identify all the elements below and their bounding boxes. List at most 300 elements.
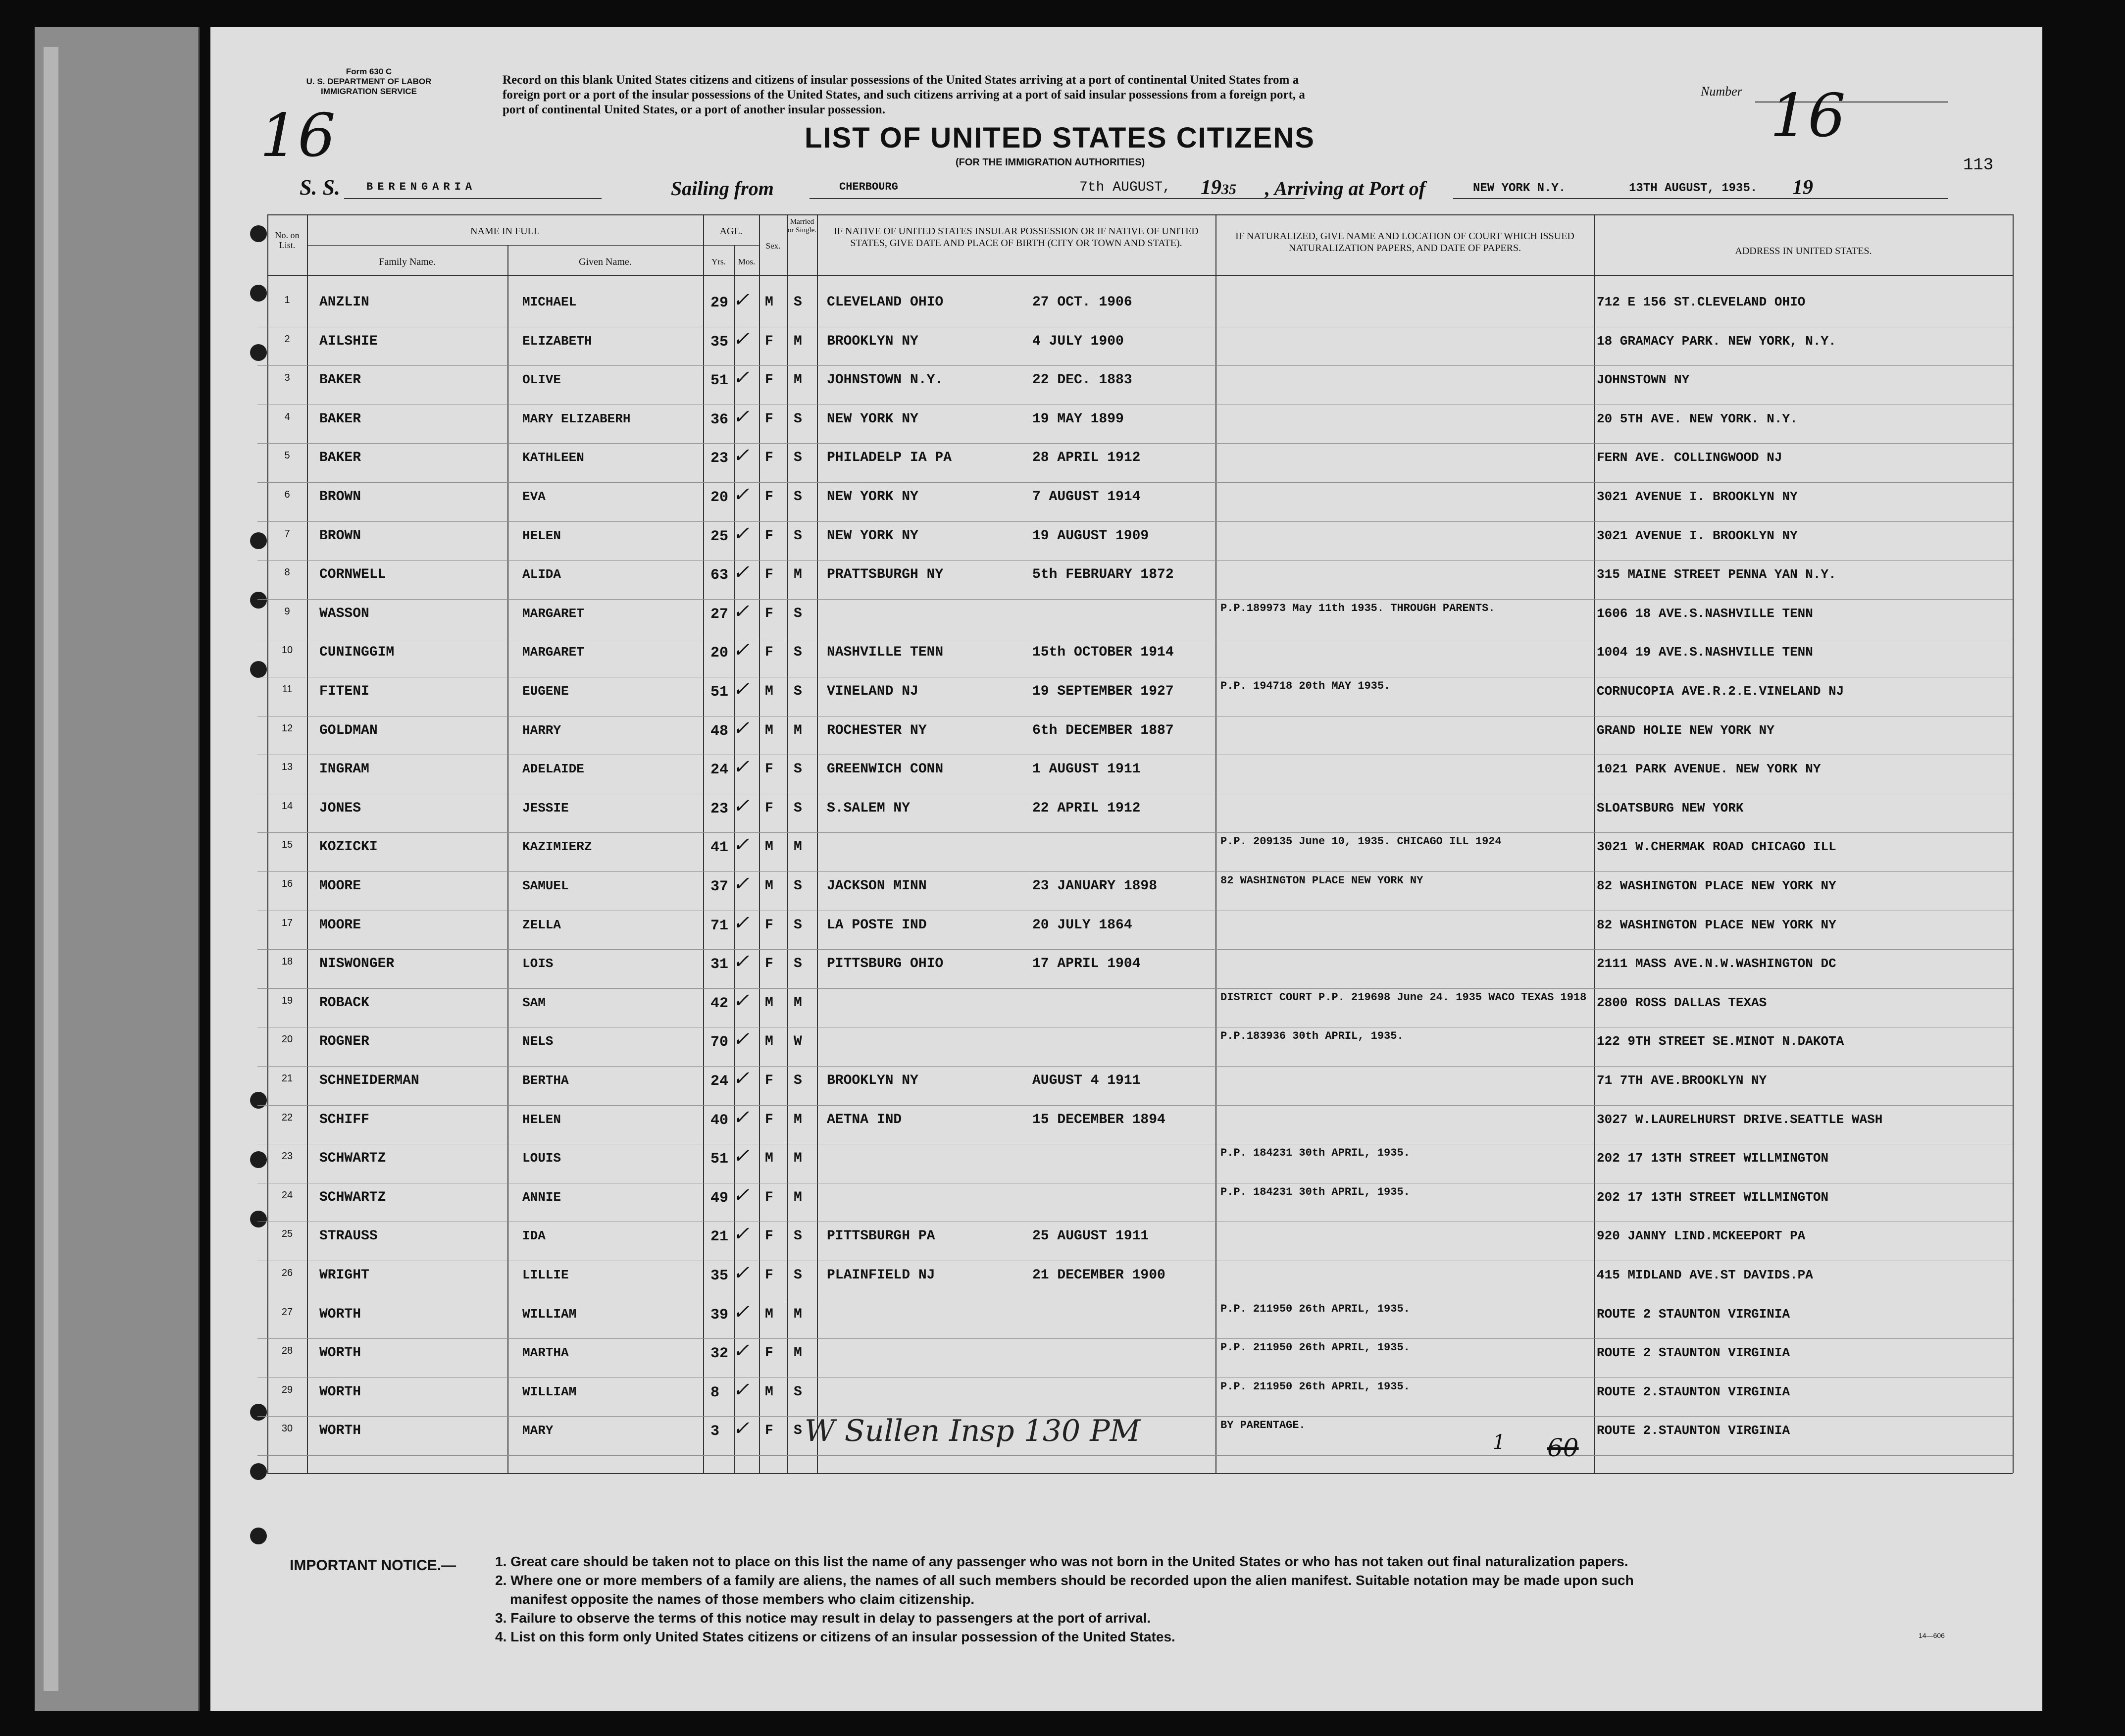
- row-rule: [257, 871, 2013, 872]
- given-name: MARY ELIZABERH: [522, 411, 631, 426]
- family-name: ROGNER: [319, 1034, 369, 1050]
- family-name: MOORE: [319, 878, 361, 894]
- sex: M: [765, 722, 773, 738]
- row-rule: [257, 988, 2013, 989]
- birth-place: PITTSBURG OHIO: [827, 956, 944, 972]
- naturalization: DISTRICT COURT P.P. 219698 June 24. 1935 WACO TEXAS 1918: [1220, 991, 1587, 1004]
- family-name: WASSON: [319, 606, 369, 621]
- row-number: 26: [281, 1268, 293, 1278]
- age-subheader-line: [703, 245, 759, 246]
- check-mark: ✓: [733, 483, 750, 506]
- sex: F: [765, 1228, 773, 1244]
- check-mark: ✓: [733, 639, 750, 662]
- check-mark: ✓: [733, 444, 750, 467]
- address: 920 JANNY LIND.MCKEEPORT PA: [1597, 1228, 1806, 1244]
- address: 122 9TH STREET SE.MINOT N.DAKOTA: [1597, 1034, 1844, 1049]
- naturalization: P.P. 194718 20th MAY 1935.: [1220, 680, 1391, 692]
- birth-place: NASHVILLE TENN: [827, 645, 944, 661]
- row-number: 12: [281, 722, 293, 734]
- row-number: 30: [281, 1423, 293, 1434]
- check-mark: ✓: [733, 1067, 750, 1090]
- marital-status: S: [794, 1268, 802, 1283]
- row-number: 27: [281, 1306, 293, 1318]
- address: 712 E 156 ST.CLEVELAND OHIO: [1597, 295, 1806, 309]
- check-mark: ✓: [733, 833, 750, 857]
- naturalization: P.P. 211950 26th APRIL, 1935.: [1220, 1380, 1410, 1393]
- birth-place: PLAINFIELD NJ: [827, 1268, 935, 1283]
- check-mark: ✓: [733, 327, 750, 351]
- header-no: No. on List.: [275, 230, 300, 250]
- row-number: 19: [281, 995, 293, 1006]
- given-name: HARRY: [522, 722, 561, 738]
- corner-number: 113: [1963, 156, 1994, 175]
- given-name: WILLIAM: [522, 1384, 577, 1399]
- age-years: 51: [710, 684, 729, 701]
- col-border: [787, 214, 788, 1473]
- birth-place: BROOKLYN NY: [827, 333, 918, 349]
- row-number: 15: [281, 839, 293, 851]
- marital-status: S: [794, 684, 802, 699]
- given-name: EVA: [522, 489, 546, 504]
- sex: F: [765, 1345, 773, 1361]
- marital-status: S: [794, 450, 802, 466]
- given-name: LOUIS: [522, 1151, 561, 1166]
- family-name: BAKER: [319, 372, 361, 388]
- birth-date: 19 MAY 1899: [1032, 411, 1124, 427]
- header-name-in-full: NAME IN FULL: [470, 226, 540, 237]
- sex: F: [765, 800, 773, 816]
- binder-strip: [35, 27, 200, 1711]
- given-name: BERTHA: [522, 1073, 569, 1088]
- address: 3027 W.LAURELHURST DRIVE.SEATTLE WASH: [1597, 1112, 1883, 1127]
- check-mark: ✓: [733, 1378, 750, 1401]
- marital-status: W: [794, 1034, 802, 1050]
- check-mark: ✓: [733, 1417, 750, 1440]
- sex: F: [765, 606, 773, 621]
- header-bottom-line: [267, 275, 2013, 276]
- given-name: ADELAIDE: [522, 762, 584, 777]
- check-mark: ✓: [733, 289, 750, 311]
- marital-status: M: [794, 333, 802, 349]
- page-title: LIST OF UNITED STATES CITIZENS: [805, 122, 1315, 154]
- given-name: SAM: [522, 995, 546, 1010]
- family-name: MOORE: [319, 917, 361, 933]
- marital-status: S: [794, 528, 802, 544]
- address: ROUTE 2.STAUNTON VIRGINIA: [1597, 1423, 1790, 1438]
- given-name: JESSIE: [522, 800, 569, 816]
- address: 202 17 13TH STREET WILLMINGTON: [1597, 1151, 1829, 1166]
- row-number: 23: [281, 1151, 293, 1162]
- given-name: ELIZABETH: [522, 333, 592, 349]
- marital-status: M: [794, 1345, 802, 1361]
- ship-underline: [344, 198, 602, 199]
- age-years: 24: [710, 1073, 729, 1090]
- family-name: NISWONGER: [319, 956, 395, 972]
- family-name: WORTH: [319, 1423, 361, 1439]
- address: ROUTE 2.STAUNTON VIRGINIA: [1597, 1384, 1790, 1399]
- birth-place: LA POSTE IND: [827, 917, 927, 933]
- birth-date: 20 JULY 1864: [1032, 917, 1132, 933]
- marital-status: S: [794, 1384, 802, 1400]
- age-years: 27: [710, 606, 729, 623]
- tally-mark: 1: [1493, 1431, 1506, 1454]
- family-name: ANZLIN: [319, 295, 369, 310]
- age-years: 71: [710, 917, 729, 934]
- check-mark: ✓: [733, 366, 750, 390]
- birth-date: 6th DECEMBER 1887: [1032, 722, 1174, 738]
- birth-date: 4 JULY 1900: [1032, 333, 1124, 349]
- row-rule: [257, 365, 2013, 366]
- col-border: [1594, 214, 1595, 1473]
- naturalization: BY PARENTAGE.: [1220, 1419, 1306, 1432]
- binder-edge: [44, 47, 58, 1691]
- header-married: Married or Single.: [787, 218, 817, 234]
- address: 415 MIDLAND AVE.ST DAVIDS.PA: [1597, 1268, 1813, 1282]
- birth-place: JOHNSTOWN N.Y.: [827, 372, 944, 388]
- address: 1004 19 AVE.S.NASHVILLE TENN: [1597, 645, 1813, 660]
- sex: M: [765, 995, 773, 1011]
- age-years: 51: [710, 1151, 729, 1168]
- row-number: 3: [284, 372, 290, 384]
- check-mark: ✓: [733, 1262, 750, 1284]
- check-mark: ✓: [733, 522, 750, 545]
- row-number: 13: [281, 762, 293, 773]
- given-name: ALIDA: [522, 567, 561, 582]
- row-number: 4: [284, 411, 290, 422]
- check-mark: ✓: [733, 872, 750, 895]
- form-number: Form 630 C: [346, 67, 392, 76]
- birth-date: 19 AUGUST 1909: [1032, 528, 1149, 544]
- row-number: 24: [281, 1189, 293, 1201]
- given-name: MICHAEL: [522, 295, 577, 309]
- birth-place: NEW YORK NY: [827, 489, 918, 505]
- given-name: MARGARET: [522, 606, 584, 621]
- page-subtitle: (FOR THE IMMIGRATION AUTHORITIES): [956, 157, 1145, 168]
- arrival-port: NEW YORK N.Y.: [1473, 182, 1566, 195]
- age-years: 23: [710, 800, 729, 817]
- birth-place: JACKSON MINN: [827, 878, 927, 894]
- age-years: 48: [710, 722, 729, 740]
- sex: F: [765, 1073, 773, 1088]
- sex: F: [765, 567, 773, 583]
- family-name: WORTH: [319, 1345, 361, 1361]
- naturalization: P.P. 211950 26th APRIL, 1935.: [1220, 1341, 1410, 1354]
- col-border: [267, 214, 268, 1473]
- age-years: 32: [710, 1345, 729, 1363]
- naturalization: P.P.189973 May 11th 1935. THROUGH PARENTS.: [1220, 602, 1495, 614]
- age-years: 49: [710, 1189, 729, 1207]
- number-label: Number: [1701, 84, 1742, 99]
- sex: F: [765, 956, 773, 972]
- sex: F: [765, 1112, 773, 1127]
- age-years: 39: [710, 1306, 729, 1324]
- sex: F: [765, 450, 773, 466]
- family-name: BAKER: [319, 450, 361, 466]
- sailing-port: CHERBOURG: [839, 181, 898, 193]
- marital-status: M: [794, 722, 802, 738]
- family-name: SCHNEIDERMAN: [319, 1073, 419, 1088]
- birth-place: NEW YORK NY: [827, 528, 918, 544]
- notice-label: IMPORTANT NOTICE.—: [290, 1557, 456, 1574]
- row-number: 2: [284, 333, 290, 345]
- naturalization: P.P. 184231 30th APRIL, 1935.: [1220, 1185, 1410, 1198]
- birth-date: 23 JANUARY 1898: [1032, 878, 1158, 894]
- family-name: KOZICKI: [319, 839, 378, 855]
- birth-place: NEW YORK NY: [827, 411, 918, 427]
- marital-status: M: [794, 372, 802, 388]
- birth-date: 15 DECEMBER 1894: [1032, 1112, 1165, 1127]
- header-yrs: Yrs.: [711, 257, 726, 266]
- header-birth: IF NATIVE OF UNITED STATES INSULAR POSSESSION OR IF NATIVE OF UNITED STATES, GIVE DATE AND PLACE OF BIRTH (CITY OR TOWN AND STATE).: [834, 226, 1199, 249]
- given-name: LOIS: [522, 956, 554, 971]
- family-name: WRIGHT: [319, 1268, 369, 1283]
- row-number: 20: [281, 1034, 293, 1045]
- sex: F: [765, 1268, 773, 1283]
- number-value: 16: [1770, 82, 1846, 151]
- birth-place: GREENWICH CONN: [827, 762, 944, 777]
- row-rule: [257, 521, 2013, 522]
- family-name: WORTH: [319, 1384, 361, 1400]
- address: 3021 W.CHERMAK ROAD CHICAGO ILL: [1597, 839, 1836, 855]
- naturalization: P.P. 184231 30th APRIL, 1935.: [1220, 1147, 1410, 1160]
- intro-line-1: Record on this blank United States citizens and citizens of insular possessions of the United States arriving at a port of continental United States from a: [503, 73, 1299, 87]
- marital-status: S: [794, 1073, 802, 1088]
- age-years: 23: [710, 450, 729, 467]
- family-name: SCHIFF: [319, 1112, 369, 1127]
- check-mark: ✓: [733, 600, 750, 623]
- family-name: BAKER: [319, 411, 361, 427]
- sex: M: [765, 295, 773, 310]
- header-naturalized: IF NATURALIZED, GIVE NAME AND LOCATION OF COURT WHICH ISSUED NATURALIZATION PAPERS, AND DATE OF PAPERS.: [1235, 231, 1574, 254]
- birth-place: S.SALEM NY: [827, 800, 911, 816]
- given-name: ANNIE: [522, 1189, 561, 1205]
- col-border: [703, 214, 704, 1473]
- form-id-block: [270, 67, 468, 97]
- address: 315 MAINE STREET PENNA YAN N.Y.: [1597, 567, 1836, 582]
- notice-item-2b: manifest opposite the names of those members who claim citizenship.: [510, 1591, 975, 1607]
- address: JOHNSTOWN NY: [1597, 372, 1690, 388]
- family-name: JONES: [319, 800, 361, 816]
- marital-status: S: [794, 762, 802, 777]
- given-name: IDA: [522, 1228, 546, 1244]
- given-name: KATHLEEN: [522, 450, 584, 465]
- address: 2800 ROSS DALLAS TEXAS: [1597, 995, 1767, 1010]
- header-family-name: Family Name.: [379, 256, 436, 267]
- row-rule: [257, 482, 2013, 483]
- given-name: SAMUEL: [522, 878, 569, 893]
- address: 1606 18 AVE.S.NASHVILLE TENN: [1597, 606, 1813, 621]
- marital-status: M: [794, 1151, 802, 1167]
- punch-hole: [250, 661, 267, 678]
- check-mark: ✓: [733, 950, 750, 973]
- punch-hole: [250, 1528, 267, 1544]
- family-name: INGRAM: [319, 762, 369, 777]
- notice-item-1: 1. Great care should be taken not to place on this list the name of any passenger who was not born in the United States or who has not taken out final naturalization papers.: [495, 1554, 1628, 1569]
- marital-status: M: [794, 1306, 802, 1322]
- birth-date: 5th FEBRUARY 1872: [1032, 567, 1174, 583]
- age-years: 70: [710, 1034, 729, 1051]
- row-rule: [257, 832, 2013, 833]
- marital-status: S: [794, 878, 802, 894]
- punch-hole: [250, 344, 267, 361]
- birth-place: AETNA IND: [827, 1112, 902, 1127]
- row-number: 18: [281, 956, 293, 968]
- check-mark: ✓: [733, 1145, 750, 1168]
- address: ROUTE 2 STAUNTON VIRGINIA: [1597, 1345, 1790, 1361]
- ss-label: S. S.: [300, 175, 340, 200]
- sex: M: [765, 1034, 773, 1050]
- row-rule: [257, 1105, 2013, 1106]
- header-sex: Sex.: [765, 241, 781, 251]
- given-name: HELEN: [522, 1112, 561, 1127]
- sex: F: [765, 762, 773, 777]
- check-mark: ✓: [733, 1106, 750, 1129]
- row-number: 9: [284, 606, 290, 617]
- age-years: 42: [710, 995, 729, 1012]
- row-number: 28: [281, 1345, 293, 1357]
- address: 71 7TH AVE.BROOKLYN NY: [1597, 1073, 1767, 1088]
- col-border: [1215, 214, 1216, 1473]
- sex: F: [765, 917, 773, 933]
- sailing-date: 7th AUGUST,: [1079, 180, 1171, 195]
- check-mark: ✓: [733, 989, 750, 1012]
- birth-date: 1 AUGUST 1911: [1032, 762, 1141, 777]
- row-rule: [257, 599, 2013, 600]
- address: CORNUCOPIA AVE.R.2.E.VINELAND NJ: [1597, 684, 1844, 699]
- family-name: GOLDMAN: [319, 722, 378, 738]
- check-mark: ✓: [733, 756, 750, 779]
- family-name: WORTH: [319, 1306, 361, 1322]
- manifest-page: [210, 27, 2042, 1711]
- sex: M: [765, 1384, 773, 1400]
- age-years: 8: [710, 1384, 720, 1401]
- family-name: AILSHIE: [319, 333, 378, 349]
- inspector-signature: W Sullen Insp 130 PM: [805, 1414, 1141, 1448]
- check-mark: ✓: [733, 561, 750, 584]
- given-name: NELS: [522, 1034, 554, 1049]
- row-number: 6: [284, 489, 290, 500]
- check-mark: ✓: [733, 911, 750, 934]
- address: GRAND HOLIE NEW YORK NY: [1597, 722, 1774, 738]
- intro-line-2: foreign port or a port of the insular possessions of the United States, and such citizens arriving at a port of said insular possessions from a foreign port, a: [503, 88, 1305, 102]
- address: 3021 AVENUE I. BROOKLYN NY: [1597, 489, 1798, 504]
- given-name: MARY: [522, 1423, 554, 1438]
- row-number: 17: [281, 917, 293, 928]
- row-number: 5: [284, 450, 290, 461]
- age-years: 40: [710, 1112, 729, 1129]
- sex: F: [765, 1423, 773, 1439]
- row-rule: [257, 1338, 2013, 1339]
- birth-place: VINELAND NJ: [827, 684, 918, 699]
- check-mark: ✓: [733, 794, 750, 817]
- address: SLOATSBURG NEW YORK: [1597, 800, 1744, 816]
- naturalization: 82 WASHINGTON PLACE NEW YORK NY: [1220, 874, 1423, 887]
- notice-code: 14—606: [1919, 1632, 1945, 1639]
- marital-status: M: [794, 839, 802, 855]
- address: ROUTE 2 STAUNTON VIRGINIA: [1597, 1306, 1790, 1322]
- family-name: CUNINGGIM: [319, 645, 395, 661]
- col-border: [307, 214, 308, 1473]
- given-name: HELEN: [522, 528, 561, 543]
- header-age: AGE.: [719, 226, 743, 237]
- birth-date: 28 APRIL 1912: [1032, 450, 1141, 466]
- family-name: BROWN: [319, 489, 361, 505]
- age-years: 3: [710, 1423, 720, 1440]
- punch-hole: [250, 1463, 267, 1480]
- row-number: 11: [282, 684, 293, 695]
- birth-place: BROOKLYN NY: [827, 1073, 918, 1088]
- check-mark: ✓: [733, 405, 750, 428]
- family-name: STRAUSS: [319, 1228, 378, 1244]
- age-years: 37: [710, 878, 729, 895]
- address: 18 GRAMACY PARK. NEW YORK, N.Y.: [1597, 333, 1836, 349]
- family-name: SCHWARTZ: [319, 1189, 386, 1205]
- age-years: 51: [710, 372, 729, 390]
- intro-text: [503, 73, 1305, 117]
- marital-status: S: [794, 645, 802, 661]
- given-name: EUGENE: [522, 684, 569, 699]
- punch-hole: [250, 1211, 267, 1227]
- row-number: 8: [284, 567, 290, 578]
- sex: F: [765, 645, 773, 661]
- punch-hole: [250, 1404, 267, 1421]
- marital-status: M: [794, 567, 802, 583]
- age-years: 41: [710, 839, 729, 857]
- family-name: BROWN: [319, 528, 361, 544]
- punch-hole: [250, 1151, 267, 1168]
- row-number: 25: [281, 1228, 293, 1240]
- age-years: 63: [710, 567, 729, 584]
- age-years: 36: [710, 411, 729, 428]
- punch-hole: [250, 532, 267, 549]
- given-name: MARTHA: [522, 1345, 569, 1361]
- address: 2111 MASS AVE.N.W.WASHINGTON DC: [1597, 956, 1836, 971]
- notice-item-4: 4. List on this form only United States citizens or citizens of an insular possession of the United States.: [495, 1629, 1175, 1644]
- naturalization: P.P. 209135 June 10, 1935. CHICAGO ILL 1924: [1220, 835, 1502, 848]
- year-printed: 19: [1201, 176, 1221, 199]
- row-rule: [257, 560, 2013, 561]
- notice-item-2: 2. Where one or more members of a family are aliens, the names of all such members should be recorded upon the alien manifest. Suitable notation may be made upon such: [495, 1573, 1634, 1588]
- age-years: 31: [710, 956, 729, 973]
- marital-status: S: [794, 606, 802, 621]
- given-name: ZELLA: [522, 917, 561, 932]
- department: U. S. DEPARTMENT OF LABOR: [306, 77, 432, 86]
- marital-status: S: [794, 489, 802, 505]
- marital-status: S: [794, 800, 802, 816]
- marital-status: S: [794, 295, 802, 310]
- family-name: FITENI: [319, 684, 369, 699]
- sex: F: [765, 372, 773, 388]
- row-number: 1: [284, 295, 290, 306]
- marital-status: S: [794, 1228, 802, 1244]
- sex: M: [765, 839, 773, 855]
- col-border: [507, 245, 508, 1473]
- notice-item-3: 3. Failure to observe the terms of this notice may result in delay to passengers at the port of arrival.: [495, 1610, 1151, 1626]
- sex: F: [765, 489, 773, 505]
- punch-hole: [250, 225, 267, 242]
- marital-status: M: [794, 995, 802, 1011]
- age-years: 25: [710, 528, 729, 545]
- col-border: [759, 214, 760, 1473]
- given-name: MARGARET: [522, 645, 584, 660]
- marital-status: S: [794, 956, 802, 972]
- family-name: CORNWELL: [319, 567, 386, 583]
- birth-place: CLEVELAND OHIO: [827, 295, 944, 310]
- sex: M: [765, 878, 773, 894]
- row-number: 10: [281, 645, 293, 656]
- total-count: 60: [1547, 1433, 1579, 1462]
- sex: M: [765, 1151, 773, 1167]
